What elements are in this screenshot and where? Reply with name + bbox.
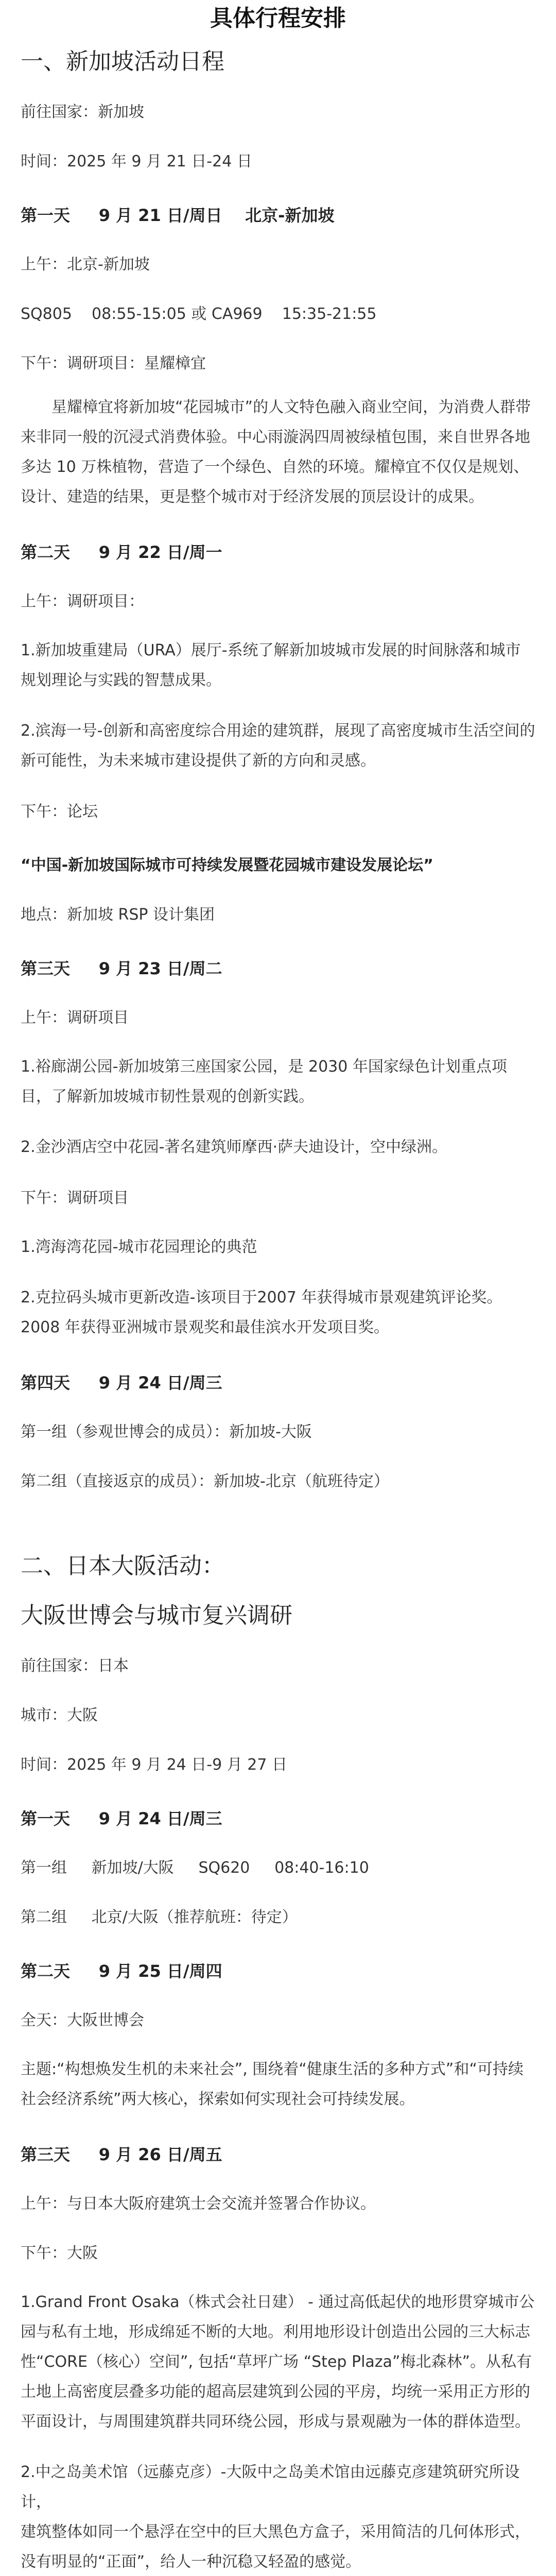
date-range: 时间：2025 年 9 月 21 日-24 日 — [21, 152, 252, 171]
section-heading-japan: 二、日本大阪活动： — [21, 1553, 224, 1579]
group-two: 第二组（直接返京的成员）：新加坡-北京（航班待定） — [21, 1472, 389, 1490]
venue: 地点：新加坡 RSP 设计集团 — [21, 906, 215, 924]
day-heading: 第二天 9 月 25 日/周四 — [21, 1961, 222, 1981]
destination-country: 前往国家：日本 — [21, 1657, 129, 1675]
day-heading: 第二天 9 月 22 日/周一 — [21, 543, 222, 562]
group-two: 第二组 北京/大阪（推荐航班：待定） — [21, 1908, 298, 1926]
page-title: 具体行程安排 — [210, 5, 346, 31]
day-heading: 第四天 9 月 24 日/周三 — [21, 1373, 222, 1393]
morning-plan: 上午：调研项目： — [21, 592, 144, 611]
group-one: 第一组 新加坡/大阪 SQ620 08:40-16:10 — [21, 1859, 369, 1877]
afternoon-plan: 下午：调研项目 — [21, 1189, 129, 1207]
morning-plan: 上午：与日本大阪府建筑士会交流并签署合作协议。 — [21, 2195, 376, 2213]
list-item: 2.中之岛美术馆（远藤克彦）-大阪中之岛美术馆由远藤克彦建筑研究所设计， — [21, 2463, 520, 2511]
list-item: 1.湾海湾花园-城市花园理论的典范 — [21, 1238, 257, 1256]
expo-theme: 主题:“构想焕发生机的未来社会”, 围绕着“健康生活的多种方式”和“可持续社会经济系统”两大核心，探索如何实现社会可持续发展。 — [21, 2060, 524, 2108]
morning-plan: 上午：调研项目 — [21, 1009, 129, 1027]
project-description: 星耀樟宜将新加坡“花园城市”的人文特色融入商业空间，为消费人群带来非同一般的沉浸式消费体验。中心雨漩涡四周被绿植包围，来自世界各地多达 10 万株植物，营造了一个绿色、自然的环境。耀樟宜不仅仅是规划、设计、建造的结果，更是整个城市对于经济发展的顶层设计的成果。 — [21, 398, 531, 506]
forum-title: “中国-新加坡国际城市可持续发展暨花园城市建设发展论坛” — [21, 856, 433, 874]
date-range: 时间：2025 年 9 月 24 日-9 月 27 日 — [21, 1756, 287, 1774]
list-item-continued: 建筑整体如同一个悬浮在空中的巨大黑色方盒子，采用简洁的几何体形式，没有明显的“正面”，给人一种沉稳又轻盈的感觉。 — [21, 2523, 530, 2571]
day-heading: 第三天 9 月 26 日/周五 — [21, 2145, 222, 2164]
afternoon-plan: 下午：论坛 — [21, 803, 98, 821]
list-item: 2.滨海一号-创新和高密度综合用途的建筑群，展现了高密度城市生活空间的新可能性，为未来城市建设提供了新的方向和灵感。 — [21, 722, 535, 770]
list-item: 1.裕廊湖公园-新加坡第三座国家公园，是 2030 年国家绿色计划重点项目，了解新加坡城市韧性景观的创新实践。 — [21, 1058, 507, 1106]
list-item: 2.克拉码头城市更新改造-该项目于2007 年获得城市景观建筑评论奖。2008 年获得亚洲城市景观奖和最佳滨水开发项目奖。 — [21, 1289, 502, 1336]
day-heading: 第一天 9 月 21 日/周日 北京-新加坡 — [21, 206, 335, 225]
day-heading: 第一天 9 月 24 日/周三 — [21, 1809, 222, 1828]
morning-plan: 上午：北京-新加坡 — [21, 256, 150, 274]
city: 城市：大阪 — [21, 1706, 98, 1724]
day-heading: 第三天 9 月 23 日/周二 — [21, 959, 222, 978]
section-subheading: 大阪世博会与城市复兴调研 — [21, 1602, 292, 1629]
list-item: 1.新加坡重建局（URA）展厅-系统了解新加坡城市发展的时间脉落和城市规划理论与实践的智慧成果。 — [21, 641, 521, 689]
group-one: 第一组（参观世博会的成员）：新加坡-大阪 — [21, 1423, 312, 1441]
list-item: 2.金沙酒店空中花园-著名建筑师摩西·萨夫迪设计，空中绿洲。 — [21, 1138, 447, 1156]
afternoon-plan: 下午：调研项目：星耀樟宜 — [21, 354, 206, 372]
section-heading-singapore: 一、新加坡活动日程 — [21, 48, 224, 75]
destination-country: 前往国家：新加坡 — [21, 103, 144, 121]
afternoon-plan: 下午：大阪 — [21, 2244, 98, 2262]
all-day-plan: 全天：大阪世博会 — [21, 2011, 144, 2029]
flight-info: SQ805 08:55-15:05 或 CA969 15:35-21:55 — [21, 305, 377, 323]
list-item: 1.Grand Front Osaka（株式会社日建） - 通过高低起伏的地形贯穿城市公园与私有土地，形成绵延不断的大地。利用地形设计创造出公园的三大标志性“CORE（核心）空间”, 包括“草坪广场 “Step Plaza”梅北森林”。从私有土地上高密度层叠多功能的超高层建筑到公园的平房，均统一采用正方形的平面设计，与周围建筑群共同环绕公园，形成与景观融为一体的群体造型。 — [21, 2293, 535, 2431]
